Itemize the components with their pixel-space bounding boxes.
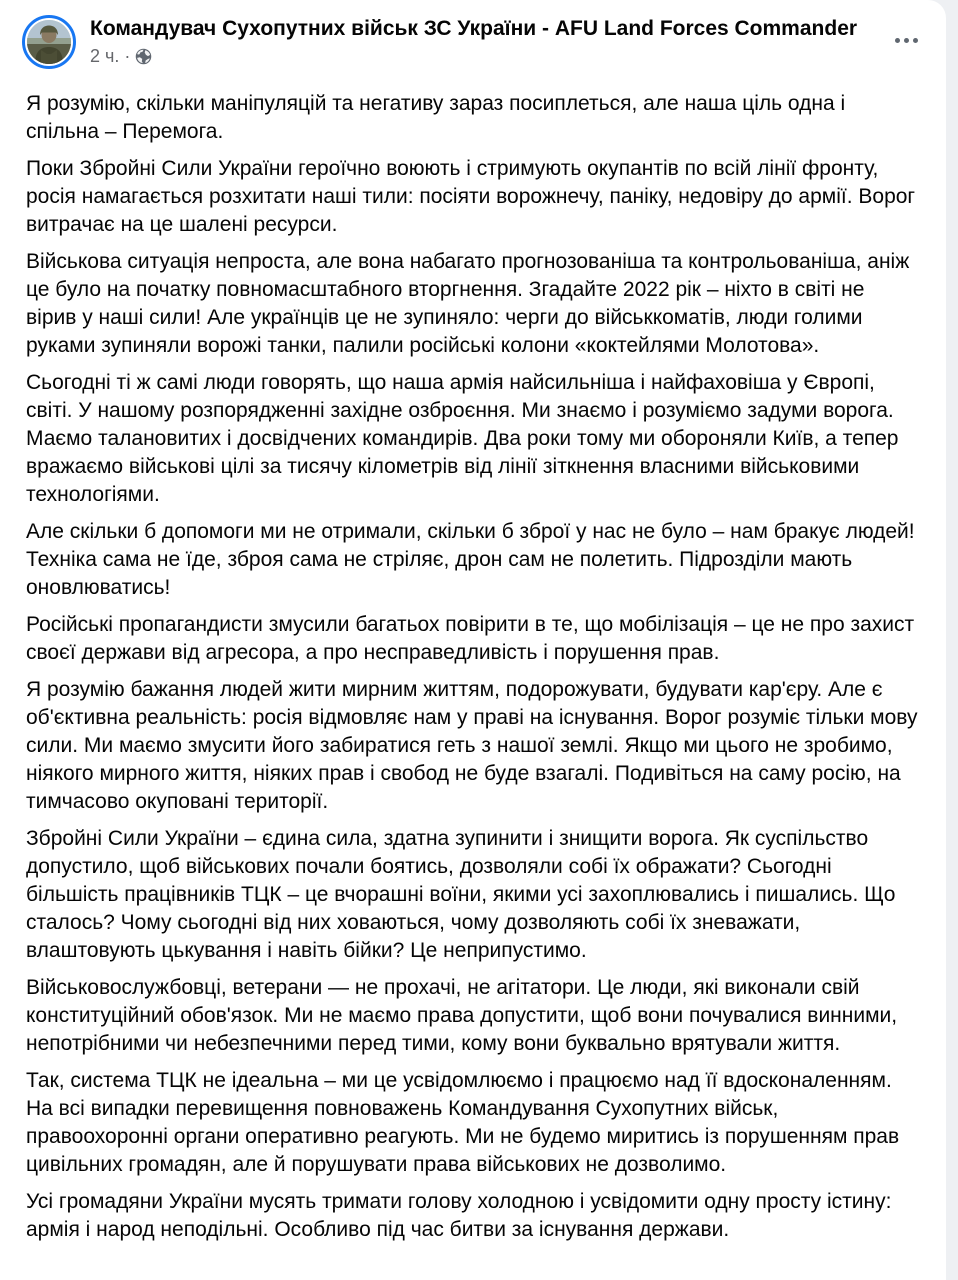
avatar-photo: [27, 20, 71, 64]
post-paragraph: Але скільки б допомоги ми не отримали, скільки б зброї у нас не було – нам бракує людей! Техніка сама не їде, зброя сама не стріляє, дрон сам не полетить. Підрозділи мають оновлюватись!: [26, 520, 915, 599]
post-paragraph: Військова ситуація непроста, але вона набагато прогнозованіша та контрольованіша, аніж це було на початку повномасштабного вторгнення. Згадайте 2022 рік – ніхто в світі не вірив у наші сили! Але українців це не зупиняло: черги до військкоматів, люди голими руками зупиняли ворожі танки, палили російські колони «коктейлями Молотова».: [26, 250, 910, 357]
timestamp[interactable]: 2 ч.: [90, 46, 120, 66]
meta-separator: ·: [124, 46, 131, 66]
post-header: [0, 0, 946, 69]
soldier-portrait-icon: [27, 20, 71, 64]
post-paragraph: Військовослужбовці, ветерани — не прохачі, не агітатори. Це люди, які виконали свій конституційний обов'язок. Ми не маємо права допустити, щоб вони почувалися винними, непотрібними чи небезпечними перед тими, кому вони буквально врятували життя.: [26, 976, 898, 1055]
author-name[interactable]: Командувач Сухопутних військ ЗС України - AFU Land Forces Commander: [90, 17, 858, 40]
more-options-button[interactable]: [884, 22, 928, 58]
post-meta: [90, 45, 922, 67]
post-paragraph: Збройні Сили України – єдина сила, здатна зупинити і знищити ворога. Як суспільство допустило, щоб військових почали боятись, дозволяли собі їх ображати? Сьогодні більшість працівників ТЦК – це вчорашні воїни, якими усі захоплювались і пишались. Що сталось? Чому сьогодні від них ховаються, чому дозволяють собі їх зневажати, влаштовують цькування і навіть бійки? Це неприпустимо.: [26, 827, 896, 962]
post-paragraph: Поки Збройні Сили України героїчно воюють і стримують окупантів по всій лінії фронту, росія намагається розхитати наші тили: посіяти ворожнечу, паніку, недовіру до армії. Ворог витрачає на це шалені ресурси.: [26, 157, 916, 236]
post-paragraph: Я розумію бажання людей жити мирним життям, подорожувати, будувати кар'єру. Але є об'єктивна реальність: росія відмовляє нам у праві на існування. Ворог розуміє тільки мову сили. Ми маємо змусити його забиратися геть з нашої землі. Якщо ми цього не зробимо, ніякого мирного життя, ніяких прав і свобод не буде взагалі. Подивіться на саму росію, на тимчасово окуповані території.: [26, 678, 918, 813]
header-text: [90, 15, 922, 67]
post-paragraph: Так, система ТЦК не ідеальна – ми це усвідомлюємо і працюємо над її вдосконаленням. На всі випадки перевищення повноважень Командування Сухопутних військ, правоохоронні органи оперативно реагують. Ми не будемо миритись із порушенням прав цивільних громадян, але й порушувати права військових не дозволимо.: [26, 1069, 900, 1176]
post-paragraph: Я розумію, скільки маніпуляцій та негативу зараз посиплеться, але наша ціль одна і спільна – Перемога.: [26, 92, 846, 143]
post-paragraph: Російські пропагандисти змусили багатьох повірити в те, що мобілізація – це не про захист своєї держави від агресора, а про несправедливість і порушення прав.: [26, 613, 915, 664]
post-paragraph: Сьогодні ті ж самі люди говорять, що наша армія найсильніша і найфаховіша у Європі, світі. У нашому розпорядженні західне озброєння. Ми знаємо і розуміємо задуми ворога. Маємо талановитих і досвідчених командирів. Два роки тому ми обороняли Київ, а тепер вражаємо військові цілі за тисячу кілометрів від лінії зіткнення власними військовими технологіями.: [26, 371, 899, 506]
ellipsis-icon: [895, 38, 900, 43]
globe-icon: [135, 48, 152, 65]
avatar[interactable]: [22, 15, 76, 69]
post-text: [0, 69, 946, 1244]
post-paragraph: Усі громадяни України мусять тримати голову холодною і усвідомити одну просту істину: армія і народ неподільні. Особливо під час битви за існування держави.: [26, 1190, 892, 1241]
